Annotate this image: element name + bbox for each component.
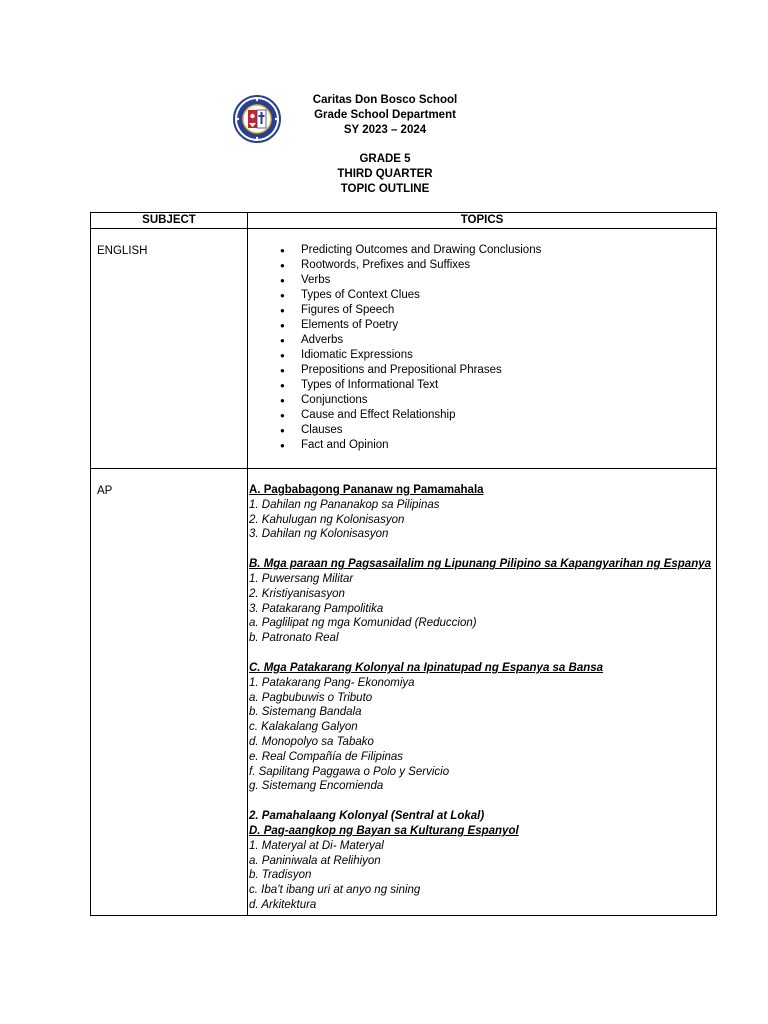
list-item: b. Sistemang Bandala [249,706,362,719]
list-item: ● Types of Context Clues [280,288,716,303]
list-item: ● Elements of Poetry [280,318,716,333]
subject-ap: AP [91,469,248,916]
list-item: d. Arkitektura [249,898,317,911]
list-item: d. Monopolyo sa Tabako [249,735,374,748]
list-item: ● Rootwords, Prefixes and Suffixes [280,258,716,273]
section-heading-d: D. Pag-aangkop ng Bayan sa Kulturang Espanyol [249,824,519,837]
list-item: 3. Patakarang Pampolitika [249,602,384,615]
list-item: ● Adverbs [280,333,716,348]
list-item: a. Paniniwala at Relihiyon [249,854,381,867]
list-item: ● Clauses [280,423,716,438]
section-heading-2: 2. Pamahalaang Kolonyal (Sentral at Lokal) [249,810,485,823]
ap-topics-cell [248,469,717,916]
list-item: 1. Puwersang Militar [249,572,354,585]
list-item: c. Kalakalang Galyon [249,721,358,734]
list-item: ● Verbs [280,273,716,288]
list-item: ● Fact and Opinion [280,438,716,453]
list-item: f. Sapilitang Paggawa o Polo y Servicio [249,765,450,778]
table-row-english [91,229,717,469]
section-spacer [249,794,712,809]
grade-level: GRADE 5 [359,153,411,165]
document-title: TOPIC OUTLINE [340,183,430,195]
school-name: Caritas Don Bosco School [312,94,458,106]
school-year: SY 2023 – 2024 [343,124,427,136]
section-heading-c: C. Mga Patakarang Kolonyal na Ipinatupad ng Espanya sa Bansa [249,661,604,674]
list-item: ● Figures of Speech [280,303,716,318]
list-item: 1. Dahilan ng Pananakop sa Pilipinas [249,498,440,511]
list-item: a. Paglilipat ng mga Komunidad (Reduccion) [249,617,477,630]
topics-column-header: TOPICS [248,213,717,229]
list-item: 1. Materyal at Di- Materyal [249,839,384,852]
list-item: ● Types of Informational Text [280,378,716,393]
subject-english: ENGLISH [91,229,248,469]
list-item: b. Patronato Real [249,632,339,645]
list-item: b. Tradisyon [249,869,312,882]
english-topic-list [254,229,716,468]
list-item: 2. Kahulugan ng Kolonisasyon [249,513,405,526]
list-item: 3. Dahilan ng Kolonisasyon [249,528,389,541]
list-item: ● Predicting Outcomes and Drawing Conclusions [280,243,716,258]
table-header-row [91,213,717,229]
list-item: ● Idiomatic Expressions [280,348,716,363]
school-info [300,93,470,138]
topic-outline-table [90,212,717,916]
table-row-ap [91,469,717,916]
list-item: 2. Kristiyanisasyon [249,587,345,600]
list-item: e. Real Compañía de Filipinas [249,750,404,763]
outline-title [300,152,470,197]
list-item: 1. Patakarang Pang- Ekonomiya [249,676,415,689]
english-topics-cell [248,229,717,469]
list-item: g. Sistemang Encomienda [249,780,384,793]
list-item: a. Pagbubuwis o Tributo [249,691,373,704]
section-spacer [249,646,712,661]
list-item: ● Conjunctions [280,393,716,408]
department-name: Grade School Department [314,109,456,121]
list-item: ● Cause and Effect Relationship [280,408,716,423]
section-spacer [249,542,712,557]
school-logo [230,95,284,143]
section-heading-a: A. Pagbabagong Pananaw ng Pamamahala [249,484,484,496]
subject-column-header: SUBJECT [91,213,248,229]
section-heading-b: B. Mga paraan ng Pagsasailalim ng Lipunang Pilipino sa Kapangyarihan ng Espanya [249,558,712,571]
list-item: ● Prepositions and Prepositional Phrases [280,363,716,378]
list-item: c. Iba’t ibang uri at anyo ng sining [249,884,421,897]
quarter: THIRD QUARTER [337,168,433,180]
